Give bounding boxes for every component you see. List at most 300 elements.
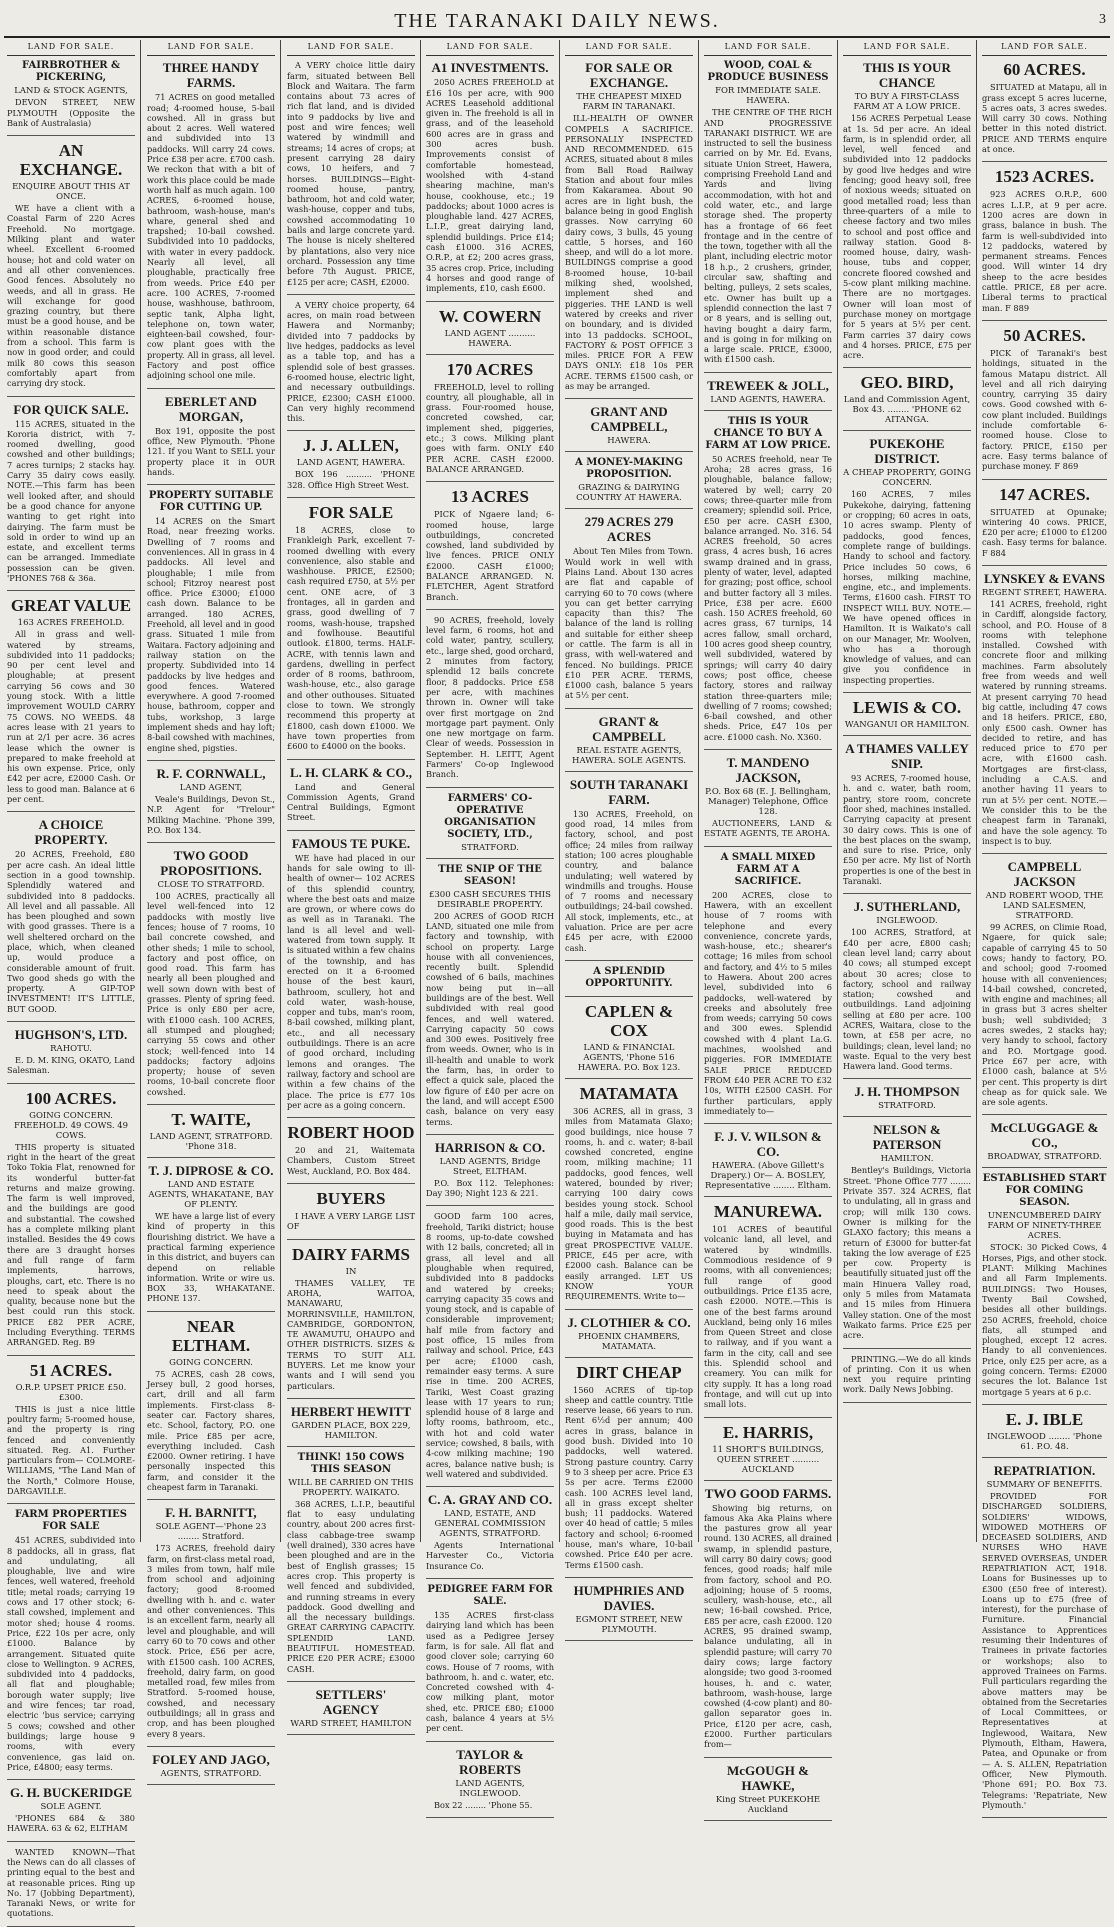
advertisement (982, 859, 1107, 1115)
column-header: LAND FOR SALE. (982, 40, 1107, 56)
ad-subtitle: LAND & FINANCIAL AGENTS, 'Phone 516 HAWERA. P.O. Box 123. (577, 1042, 681, 1073)
ad-title: THREE HANDY FARMS. (162, 60, 260, 91)
ad-title: PROPERTY SUITABLE FOR CUTTING UP. (148, 490, 274, 514)
ad-title: CAPLEN & COX (584, 1001, 674, 1040)
ad-body: 90 ACRES, freehold, lovely level farm, 6 rooms, hot and cold water, pantry, scullery, etc., large shed, good orchard, 2 minutes from factory, splendid 12 bails concrete floor, 8 paddocks. Price £58 per acre, with machines thrown in. Owner will take over first mortgage on 2nd mortgage part payment. Only one new mortgage on farm. Clear of weeds. Possession in September. H. LEITT, Agent Farmers' Co-op Inglewood Branch. (426, 614, 554, 780)
advertisement (704, 755, 832, 847)
advertisement (982, 571, 1107, 854)
ad-body: BOX 196 .......... 'PHONE 328. Office High Street West. (287, 469, 415, 490)
advertisement (147, 490, 275, 761)
ad-title: A THAMES VALLEY SNIP. (845, 741, 969, 772)
ad-title: TREWEEK & JOLL, (707, 377, 829, 393)
advertisement (982, 1410, 1107, 1458)
ad-title: W. COWERN (438, 306, 542, 326)
column-7 (838, 40, 977, 1542)
ad-subtitle: SOLE AGENT. (40, 1802, 102, 1813)
column-header: LAND FOR SALE. (426, 40, 554, 56)
ad-title: GREAT VALUE (10, 596, 132, 616)
ad-body: 200 ACRES, close to Hawera, with an excellent house of 7 rooms with telephone and every convenience, concrete yards, wash-house, etc.; shearer's cottage; 16 miles from school and factory, and 4½ to 5 miles to Hawera. About 200 acres level, subdivided into 6 paddocks, well-watered by creeks and absolutely free from weeds; carrying 50 cows and 300 ewes. Splendid cowshed with 4 plant La.G. machines, woolshed and piggeries. FOR IMMEDIATE SALE PRICE REDUCED FROM £40 PER ACRE TO £32 10s, WITH £2500 CASH. For further particulars, apply immediately to— (704, 889, 832, 1116)
ad-body: 368 ACRES, L.I.P., beautiful flat to easy undulating country, about 200 acres first-class cabbage-tree swamp (well drained), 330 acres have been ploughed and are in the best of English grasses; 15 acres crop. This property is well fenced and subdivided, and running streams in every paddock. Good dwelling and all the necessary buildings. GREAT CARRYING CAPACITY. SPLENDID LAND. BEAUTIFUL HOMESTEAD. PRICE £20 PER ACRE; £3000 CASH. (287, 1498, 415, 1674)
ad-body: 100 ACRES, Stratford, at £40 per acre, £800 cash; clean level land; carry about 40 cows; all stumped except about 30 acres; close to factory, school and railway station; cowshed and outbuildings. Land adjoining selling at £80 per acre. 100 ACRES, Waitara, close to the town, at £58 per acre, no buildings; clean, level land; no waste. Equal to the very best Hawera land. Good terms. (843, 927, 971, 1072)
ad-body: WE have a client with a Coastal Farm of 220 Acres Freehold. No mortgage. Milking plant and water wheel. Excellent 6-roomed house; hot and cold water on and all other conveniences. Good fences. Absolutely no weeds, and all in grass. He will exchange for good grazing country, but there must be a good house, and be within reasonable distance from a school. This farm is now in good order, and could milk 80 cows this season comfortably apart from carrying dry stock. (7, 203, 135, 389)
advertisement (426, 1492, 554, 1579)
ad-title: FOR SALE OR EXCHANGE. (585, 60, 673, 91)
ad-body: 173 ACRES, freehold dairy farm, on first-class metal road, 3 miles from town, half mile from school and adjoining factory; good 8-roomed dwelling with h. and c. water and other conveniences. This is an excellent farm, nearly all level and ploughable, and will carry 60 to 70 cows and other stock. Price, £56 per acre, with £1500 cash. 100 ACRES, freehold, dairy farm, on good metalled road, few miles from Stratford. 5-roomed house, cowshed, and necessary outbuildings; all in grass and crop, and has been ploughed every 8 years. (147, 1543, 275, 1739)
ad-title: THINK! 150 COWS THIS SEASON (297, 1451, 405, 1475)
ad-body: WANTED KNOWN—That the News can do all classes of printing equal to the best and at reasonable prices. Ring up No. 17 (Jobbing Department), Taranaki News, or write for quotations. (7, 1846, 135, 1919)
advertisement (7, 60, 135, 136)
advertisement (287, 1189, 415, 1240)
ad-body: PICK of Taranaki's best holdings, situated in the famous Matapu district. All level and all rich dairying country, carrying 35 dairy cows. Good cowshed with 6-cow plant included. Buildings include comfortable 6-roomed house. Close to factory. PRICE, £150 per acre. Easy terms balance of purchase money. F 869 (982, 347, 1107, 472)
ad-title: F. H. BARNITT, (165, 1505, 257, 1521)
column-3 (282, 40, 421, 1729)
advertisement (704, 1129, 832, 1197)
ad-subtitle: FOR IMMEDIATE SALE. HAWERA. (715, 86, 821, 107)
ad-body: 451 ACRES, subdivided into 8 paddocks, all in grass, flat and undulating, all ploughable, live and wire fences, well watered, freehold title; metal roads; carrying 19 cows and 17 other stock; 6-stall cowshed, implement and motor shed; house 4 rooms. Price, £22 10s per acre, only £1000. Balance by arrangement. Situated quite close to Wellington. 9 ACRES, subdivided into 4 paddocks, all flat and ploughable; borough water supply; live and wire fences; tar road, electric 'bus service; carrying 5 cows; cowshed and other buildings; large house 9 rooms, with every convenience, gas laid on. Price, £4800; easy terms. (7, 1535, 135, 1772)
ad-title: LEWIS & CO. (852, 698, 962, 718)
ad-body: 'PHONES 684 & 380 HAWERA. 63 & 62, ELTHAM (7, 1813, 135, 1834)
advertisement (565, 1583, 693, 1641)
ad-subtitle: A CHEAP PROPERTY, GOING CONCERN. (843, 468, 971, 489)
ad-title: TWO GOOD PROPOSITIONS. (160, 848, 262, 879)
ad-title: HARRISON & CO. (434, 1139, 546, 1155)
ad-title: EBERLET AND MORGAN, (165, 393, 257, 424)
ad-body: AUCTIONEERS, LAND & ESTATE AGENTS, TE AROHA. (704, 818, 832, 839)
ad-title: A SMALL MIXED FARM AT A SACRIFICE. (720, 851, 816, 887)
ad-subtitle: RAHOTU. (50, 1044, 92, 1055)
ad-subtitle: LAND & STOCK AGENTS, (14, 86, 128, 97)
ad-title: THIS IS YOUR CHANCE TO BUY A FARM AT LOW PRICE. (705, 415, 831, 451)
advertisement (565, 457, 693, 509)
ad-title: BUYERS (316, 1189, 386, 1209)
ad-subtitle: INGLEWOOD. (876, 916, 938, 927)
advertisement (565, 1002, 693, 1079)
advertisement (7, 817, 135, 1022)
ad-subtitle: HAMILTON. (880, 1154, 934, 1165)
ad-title: REPATRIATION. (993, 1462, 1096, 1478)
advertisement (565, 514, 693, 708)
advertisement (426, 864, 554, 1135)
advertisement (565, 714, 693, 772)
ad-subtitle: Land and Commission Agent, Box 43. ........ 'PHONE 62 AITANGA. (843, 395, 971, 426)
advertisement (982, 167, 1107, 321)
ad-body: 14 ACRES on the Smart Road, near freezing works. Dwelling of 7 rooms and conveniences. All in grass in 4 paddocks. All level and ploughable; 1 mile from school; Fitzroy nearest post office. Price £3000; £1000 cash down. Balance to be arranged. 180 ACRES, Freehold, all level and in good grass. Situated 1 mile from Waitara. Factory adjoining and railway station on the property. Subdivided into 14 paddocks by live hedges and good fences. Watered everywhere. A good 7-roomed house, bathroom, copper and tubs, workshop, 3 large implement sheds and hay loft; 8-bail cowshed with machines, engine shed, pigsties. (147, 516, 275, 753)
ad-body: SITUATED at Opunake; wintering 40 cows. PRICE, £20 per acre; £1000 to £1200 cash. Easy terms for balance. F 884 (982, 506, 1107, 558)
ad-body: 306 ACRES, all in grass, 3 miles from Matamata Glaxo; good buildings, nice house 7 rooms, h. and c. water; 8-bail cowshed concreted, engine room, milking machine; 11 paddocks, good fences, well watered, bounded by river; carrying 100 dairy cows besides young stock. School half a mile, daily mail service, good roads. This is the best buying in Matamata and has great PROSPECTIVE VALUE. PRICE, £45 per acre, with £2000 cash. Balance can be easily arranged. LET US KNOW YOUR REQUIREMENTS. Write to— (565, 1105, 693, 1302)
ad-body: 71 ACRES on good metalled road; 4-roomed house, 5-bail cowshed. All in grass but about 2 acres. Well watered and subdivided into 13 paddocks. Will carry 24 cows. Price £38 per acre. £700 cash. We reckon that with a bit of work this place could be made worth half as much again. 100 ACRES, 6-roomed house, bathroom, wash-house, man's whare, general shed and trapshed; 10-bail cowshed. Subdivided into 10 paddocks, with water in every paddock. Nearly all level, all ploughable, practically free from weeds. Price £40 per acre. 100 ACRES, 7-roomed house, washhouse, bathroom, septic tank, Alpha light, telephone on, town water, eighteen-bail cowshed, four-cow plant goes with the property. All in grass, all level. Factory and post office adjoining school one mile. (147, 92, 275, 381)
ad-title: J. H. THOMPSON (854, 1084, 960, 1100)
ad-title: SETTLERS' AGENCY (315, 1686, 387, 1717)
ad-title: R. F. CORNWALL, (156, 765, 266, 781)
ad-subtitle: LAND AGENT, (179, 782, 243, 793)
ad-subtitle: AGENTS, STRATFORD. (160, 1768, 262, 1779)
ad-body: PRINTING.—We do all kinds of printing. Con it us when next you require printing work. Daily News Jobbing. (843, 1353, 971, 1395)
advertisement (843, 741, 971, 894)
advertisement (704, 416, 832, 750)
advertisement (704, 1202, 832, 1417)
ad-body: THIS is just a nice little poultry farm; 5-roomed house, and the property is ring fenced and conveniently situated. Reg. A1. Further particulars from— COLMORE-WILLIAMS, "The Land Man of the North," Colmore House, DARGAVILLE. (7, 1403, 135, 1496)
ad-subtitle: STRATFORD. (461, 842, 519, 853)
advertisement (287, 836, 415, 1118)
ad-title: A SPLENDID OPPORTUNITY. (585, 965, 673, 989)
ad-title: 279 ACRES 279 ACRES (584, 514, 674, 545)
advertisement (982, 326, 1107, 480)
ad-body: 50 ACRES freehold, near Te Aroha; 28 acres grass, 16 ploughable, balance fallow; watered by well; carry 20 cows; three-quarter mile from creamery; splendid soil. Price, £50 per acre. CASH £300, balance arranged. No. 316. 54 ACRES freehold, 50 acres grass, 4 acres bush, 16 acres swamp drained and in grass, plenty of water, level, adapted for grazing; post office, school and butter factory all 3 miles. Price, £38 per acre. £600 cash. 150 ACRES freehold, 60 acres grass, 67 turnips, 14 acres fallow, small orchard, 100 acres good sheep country, well subdivided, watered by springs; will carry 40 dairy cows; post office, cheese factory, stores and railway station three-quarters mile; dwelling of 7 rooms; cowshed; 6-bail cowshed, and other sheds. Price, £47 10s per acre. £1000 cash. No. X360. (704, 453, 832, 742)
advertisement (982, 1173, 1107, 1404)
advertisement (982, 60, 1107, 162)
ad-body: 115 ACRES, situated in the Kororia district, with 7-roomed dwelling, good cowshed and other buildings; 7 acres turnips; 2 stacks hay. Carry 35 dairy cows easily. NOTE.—This farm has been well looked after, and should be a good chance for anyone wanting to get right into dairying. The farm must be sold in order to wind up an estate, and excellent terms can be arranged. Immediate possession can be given. 'PHONES 768 & 36a. (7, 418, 135, 583)
advertisement (426, 1211, 554, 1487)
ad-subtitle: EGMONT STREET, NEW PLYMOUTH. (575, 1614, 683, 1635)
ad-subtitle: LAND AGENT, HAWERA. (296, 458, 406, 469)
ad-subtitle: GARDEN PLACE, BOX 229, HAMILTON. (291, 1420, 411, 1441)
ad-title: AN EXCHANGE. (19, 141, 123, 180)
ad-title: PEDIGREE FARM FOR SALE. (427, 1584, 553, 1608)
ad-body: All in grass and well-watered by streams, subdivided into 11 paddocks; 90 per cent level and ploughable; at present carrying 56 cows and 30 young stock. With a little improvement WOULD CARRY 75 COWS. NO WEEDS. 48 acres lease with 21 years to run at 2/1 per acre. 36 acres lease which the owner is prepared to make freehold at his own expense. Price, only £42 per acre, £2000 Cash. Or less to good man. Balance at 6 per cent. (7, 629, 135, 805)
ad-subtitle: 11 SHORT'S BUILDINGS, QUEEN STREET .......... AUCKLAND (712, 1444, 824, 1475)
ad-title: McGOUGH & HAWKE, (727, 1762, 809, 1793)
advertisement (287, 300, 415, 432)
advertisement (7, 1847, 135, 1927)
advertisement (147, 1110, 275, 1158)
ad-subtitle: LAND AND ESTATE AGENTS, WHAKATANE, BAY OF PLENTY. (148, 1180, 274, 1211)
column-header: LAND FOR SALE. (287, 40, 415, 56)
advertisement (426, 615, 554, 788)
ad-title: NEAR ELTHAM. (171, 1316, 251, 1355)
ad-subtitle: King Street PUKEKOHE Auckland (715, 1794, 821, 1815)
ad-title: A MONEY-MAKING PROPOSITION. (575, 457, 683, 481)
ad-body: 99 ACRES, on Climie Road, Ngaere, for quick sale; capable of carrying 45 to 50 cows; handy to factory, P.O. and school; good 7-roomed house with all conveniences; 14-bail cowshed, concreted, with engine and machines; all in grass but 3 acres shelter bush; well subdivided; 3 acres swedes, 2 stacks hay; very handy to school, factory and P.O. Mortgage good. Price £67 per acre, with £1000 cash, balance at 5½ per cent. This property is dirt cheap as for quick sale. We are sole agents. (982, 922, 1107, 1108)
ad-body: WE have had placed in our hands for sale owing to ill-health of owner— 102 ACRES of this splendid country, where the best oats and maize are grown, or where cows do as well as in Taranaki. The land is all level and well-watered from town supply. It is situated within a few chains of the township, and has erected on it a 6-roomed house of the best kauri, bathroom, scullery, hot and cold water, wash-house, copper and tubs, man's room, 8-bail cowshed, milking plant, etc., and all necessary outbuildings. There is an acre of good orchard, including lemons and oranges. The railway, factory and school are within a few chains of the place. The price is £77 10s per acre as a going concern. (287, 852, 415, 1110)
ad-title: G. H. BUCKERIDGE (9, 1785, 133, 1801)
ad-title: GEO. BIRD, (860, 373, 954, 393)
ad-body: 93 ACRES, 7-roomed house, h. and c. water, bath room, pantry, store room, concrete floor shed, machines installed. Carrying capacity at present 30 dairy cows. This is one of the best places on the swamp, and sure to rise. Price, only £50 per acre. My list of North properties is one of the best in Taranaki. (843, 773, 971, 887)
advertisement (147, 766, 275, 843)
ad-body: 130 ACRES, Freehold, on good road, 14 miles from factory, school, and post office; 24 miles from railway station; 100 acres ploughable country, and balance undulating; well watered by windmills and troughs. House of 7 rooms and necessary outbuildings; 24-bail cowshed. All stock, implements, etc., at valuation. Price are per acre £45 per acre, with £2000 cash. (565, 808, 693, 953)
advertisement (147, 1752, 275, 1785)
advertisement (982, 485, 1107, 566)
ad-subtitle: UNENCUMBERED DAIRY FARM OF NINETY-THREE ACRES. (987, 1211, 1102, 1242)
ad-subtitle: BROADWAY, STRATFORD. (987, 1152, 1102, 1163)
ad-title: FOR SALE (308, 502, 394, 522)
ad-body: Agents International Harvester Co., Victoria Insurance Co. (426, 1540, 554, 1571)
ad-body: A VERY choice little dairy farm, situated between Bell Block and Waitara. The farm contains about 73 acres of rich flat land, and is divided into 9 paddocks by live and post and wire fences; well watered by windmill and streams; 14 acres of crops; at present carrying 28 dairy cows, 10 heifers, and 7 horses. BUILDINGS—Eight-roomed house, pantry, bathroom, hot and cold water, wash-house, copper and tubs, cowshed accommodating 10 bails and large concrete yard. The house is nicely sheltered by plantations, also very nice orchard. Possession any time before 7th August. PRICE, £125 per acre; CASH, £2000. (287, 60, 415, 287)
column-header: LAND FOR SALE. (147, 40, 275, 56)
advertisement (287, 1452, 415, 1682)
advertisement (704, 378, 832, 411)
column-1 (2, 40, 141, 1919)
ad-subtitle: PHOENIX CHAMBERS, MATAMATA. (578, 1331, 680, 1352)
advertisement (704, 60, 832, 372)
advertisement (7, 141, 135, 396)
ad-title: MATAMATA (579, 1083, 679, 1103)
ad-title: 170 ACRES (446, 359, 534, 379)
ad-subtitle: REGENT STREET, HAWERA. (982, 587, 1107, 598)
ad-title: 51 ACRES. (29, 1360, 113, 1380)
ad-title: FOR QUICK SALE. (13, 401, 129, 417)
advertisement (426, 1584, 554, 1742)
ad-title: A1 INVESTMENTS. (431, 60, 549, 76)
advertisement (147, 394, 275, 485)
ad-body: 100 ACRES, practically all level well-fenced into 12 paddocks with mostly live fences; house of 7 rooms, 10 bail concrete cowshed, and other sheds; 1 mile to school, factory and post office, on good road. This farm has nearly all been ploughed and well sown down with best of grasses. Plenty of spring feed. Price is only £80 per acre, with £1000 cash. 100 ACRES, all stumped and ploughed; carrying 55 cows and other stock; well-fenced into 14 paddocks; factory adjoins property; house of seven rooms, 10-bail concrete floor cowshed. (147, 891, 275, 1097)
advertisement (843, 899, 971, 1079)
ad-subtitle: WANGANUI OR HAMILTON. (844, 720, 970, 731)
advertisement (426, 1747, 554, 1818)
ad-body: PROVIDED FOR DISCHARGED SOLDIERS, SOLDIERS' WIDOWS, WIDOWED MOTHERS OF DECEASED SOLDIERS, AND NURSES WHO HAVE SERVED OVERSEAS, UNDER REPATRIATION ACT, 1918. Loans for Businesses up to £300 (£50 free of interest). Loans up to £75 (free of interest), for the purchase of Furniture. Financial Assistance to Apprentices resuming their Indentures of Trainees in private factories or workshops; also to approved Trainees on Farms. Full particulars regarding the above matters may be obtained from the Secretaries of Local Committees, or Representatives at Inglewood, Waitara, New Plymouth, Eltham, Hawera, Patea, and Opunake or from— A. S. ALLEN, Repatriation Officer, New Plymouth. 'Phone 691; P.O. Box 73. Telegrams: 'Repatriate, New Plymouth.' (982, 1490, 1107, 1810)
ad-title: J. CLOTHIER & CO. (567, 1314, 691, 1330)
ad-subtitle: WARD STREET, HAMILTON (290, 1718, 412, 1729)
ad-body: E. D. M. KING, OKATO, Land Salesman. (7, 1055, 135, 1076)
ad-body: 923 ACRES O.R.P., 600 acres L.I.P., at 9 per acre. 1200 acres are down in grass, balance in bush. The farm is well-subdivided into 12 paddocks, watered by permanent streams. Fences good. Will winter 14 dry sheep to the acre besides cattle. PRICE, £8 per acre. Liberal terms to practical man. F 889 (982, 189, 1107, 313)
ad-title: THIS IS YOUR CHANCE (863, 60, 951, 91)
ad-subtitle: GOING CONCERN. FREEHOLD. 49 COWS. 49 COWS. (13, 1110, 129, 1141)
ad-subtitle: O.R.P. UPSET PRICE £50. £300. (15, 1382, 127, 1403)
advertisement (565, 777, 693, 961)
ad-title: 13 ACRES (451, 487, 529, 507)
ad-title: MANUREWA. (713, 1202, 823, 1222)
ad-body: ILL-HEALTH OF OWNER COMPELS A SACRIFICE. PERSONALLY INSPECTED AND RECOMMENDED. 615 ACRES, situated about 8 miles from Ball Road Railway Station and about four miles from Kakaramea. About 90 acres are in light bush, the balance being in good English grasses. Now carrying 60 dairy cows, 3 bulls, 45 young cattle, 5 horses, and 160 sheep, and will do a lot more. BUILDINGS comprise a good 8-roomed house, 10-bail milking shed, woolshed, implement shed and piggeries. THE LAND is well watered by creeks and river on boundary, and is divided into 13 paddocks. SCHOOL, FACTORY & POST OFFICE 3 miles. PRICE FOR A FEW DAYS ONLY: £18 10s PER ACRE. TERMS £1500 cash, or as may be arranged. (565, 113, 693, 392)
ad-subtitle: P.O. Box 68 (E. J. Bellingham, Manager) Telephone, Office 128. (705, 787, 831, 818)
advertisement (7, 1361, 135, 1505)
ad-title: ROBERT HOOD (287, 1123, 415, 1143)
ad-subtitle: SUMMARY OF BENEFITS. (986, 1479, 1103, 1490)
ad-title: 50 ACRES. (1003, 325, 1086, 345)
ad-body: STOCK: 30 Picked Cows, 4 Horses, Pigs, and other stock. PLANT: Milking Machines and all Farm Implements. BUILDINGS: Two Houses, Twenty Bail Cowshed, besides all other buildings. 250 ACRES, freehold, choice flats, all stumped and ploughed, except 12 acres. Handy to all conveniences. Price, only £25 per acre, as a going concern. Terms: £2000 secures the lot. Balance 1st mortgage 5 years at 6 p.c. (982, 1242, 1107, 1397)
ad-subtitle: AND ROBERT WOOD, THE LAND SALESMEN, STRATFORD. (985, 891, 1104, 922)
advertisement (565, 1315, 693, 1358)
ad-title: THE SNIP OF THE SEASON! (438, 863, 542, 887)
advertisement (426, 793, 554, 859)
column-header: LAND FOR SALE. (843, 40, 971, 56)
ad-body: GOOD farm 100 acres, freehold, Tariki district; house 8 rooms, up-to-date cowshed with 12 bails, concreted; all in grass, all level and all ploughable when required, subdivided into 8 paddocks and watered by creeks; carrying capacity 35 cows and young stock, and is capable of considerable improvement; half mile from factory and post office, 15 miles from railway and school. Price, £43 per acre; £1000 cash, remainder easy terms. A sure rise in time. 200 ACRES, Tariki, West Coast grazing lease with 17 years to run; splendid house of 8 large and lofty rooms, bathroom, etc., with hot and cold water service; cowshed, 8 bails, with 4-cow milking machine; 190 acres, balance native bush; is well watered and subdivided. (426, 1211, 554, 1479)
column-4 (421, 40, 560, 1810)
ad-subtitle: LAND AGENT, STRATFORD. 'Phone 318. (149, 1132, 273, 1153)
ad-body: About Ten Miles from Town. Would work in well with Plains Land. About 130 acres are flat and capable of carrying 60 to 70 cows (where you can get better carrying capacity than this? The balance of the land is rolling and suitable for either sheep or cattle. The farm is all in grass, with well-watered and fenced. No buildings. PRICE £10 PER ACRE. TERMS, £1000 cash, balance 5 years at 5½ per cent. (565, 546, 693, 701)
ad-body: A VERY choice property, 64 acres, on main road between Hawera and Normanby; divided into 7 paddocks by live hedges, paddocks as level as a table top, and has a splendid sole of best grasses. 6-roomed house, electric light, and necessary outbuildings. PRICE, £2300; CASH £1000. Can very highly recommend this. (287, 299, 415, 424)
advertisement (287, 503, 415, 760)
ad-title: T. J. DIPROSE & CO. (148, 1163, 274, 1179)
advertisement (287, 1687, 415, 1735)
advertisement (147, 1163, 275, 1312)
ad-body: 200 ACRES of GOOD RICH LAND, situated one mile from factory and township, with school on property. Large house with all conveniences, recently built. Splendid cowshed of 6 bails, machines now being put in—all buildings are of the best. Well subdivided with real good fences, and well watered. Carrying capacity 50 cows and 300 ewes. Positively free from weeds. Owner, who is in ill-health and unable to work the farm, has, in order to effect a quick sale, placed the low figure of £40 per acre on the land, and will accept £500 cash, balance on very easy terms. (426, 910, 554, 1127)
ad-subtitle: TO BUY A FIRST-CLASS FARM AT A LOW PRICE. (853, 92, 961, 113)
masthead-rule (4, 36, 1110, 38)
advertisement (843, 436, 971, 693)
advertisement (843, 1084, 971, 1117)
ad-title: E. J. IBLE (1005, 1409, 1084, 1429)
ad-body: 20 and 21, Waitemata Chambers, Custom Street West, Auckland, P.O. Box 484. (287, 1145, 415, 1176)
ad-title: ESTABLISHED START FOR COMING SEASON. (982, 1173, 1107, 1209)
advertisement (7, 1509, 135, 1780)
ad-subtitle: INGLEWOOD ........ 'Phone 61. P.O. 48. (986, 1431, 1103, 1452)
advertisement (982, 1463, 1107, 1818)
ad-title: E. HARRIS, (722, 1422, 814, 1442)
column-header: LAND FOR SALE. (7, 40, 135, 56)
column-header: LAND FOR SALE. (704, 40, 832, 56)
advertisement (843, 60, 971, 368)
ad-title: 147 ACRES. (999, 484, 1090, 504)
ad-subtitle: WILL BE CARRIED ON THIS PROPERTY. WAIKATO. (288, 1477, 414, 1498)
ad-subtitle: ENQUIRE ABOUT THIS AT ONCE. (12, 182, 130, 203)
ad-title: HUMPHRIES AND DAVIES. (573, 1582, 685, 1613)
advertisement (287, 1123, 415, 1184)
advertisement (704, 1763, 832, 1821)
ad-body: 141 ACRES, freehold, right in Cardiff, alongside factory, school, and P.O. House of 8 rooms with telephone installed. Cowshed with concrete floor and milking machines. Farm absolutely free from weeds and well watered by running streams. At present carrying 70 head big cattle, including 47 cows and 18 heifers. PRICE, £80, only £500 cash. Owner has decided to retire, and has reduced price to £70 per acre, with £1600 cash. Mortgages are first-class, including a C.A.S. and another having 11 years to run at 5½ per cent. NOTE.—We consider this to be the cheapest farm in Taranaki, and have the sole agency. To inspect is to buy. (982, 598, 1107, 846)
ad-subtitle: LAND AGENTS, INGLEWOOD. (455, 1778, 525, 1799)
advertisement (7, 402, 135, 592)
ad-subtitle: LAND AGENTS, HAWERA. (710, 394, 826, 405)
ad-body: Bentley's Buildings, Victoria Street. 'Phone Office 777 ........ Private 357. 324 ACRES, flat to undulating, all in grass and crop; will milk 130 cows. Owner is milking for the GLAXO factory; this means a return of £3000 for butter-fat taking the low average of £25 per cow. Property is beautifully situated just off the main Hinuera Valley road, only 5 miles from Matamata and 15 miles from Hinuera Valley station. One of the most Waikato farms. Price £25 per acre. (843, 1165, 971, 1341)
ad-subtitle: LAND AGENT .......... HAWERA. (444, 328, 536, 349)
advertisement (7, 596, 135, 812)
advertisement (843, 698, 971, 736)
advertisement (565, 966, 693, 997)
ad-title: HERBERT HEWITT (290, 1403, 412, 1419)
ad-subtitle: CLOSE TO STRATFORD. (157, 880, 265, 891)
newspaper-title: THE TARANAKI DAILY NEWS. (394, 10, 720, 32)
advertisement (147, 1505, 275, 1747)
column-2 (142, 40, 281, 1779)
advertisement (7, 1089, 135, 1356)
ad-subtitle: REAL ESTATE AGENTS, HAWERA. SOLE AGENTS. (572, 745, 686, 766)
ad-subtitle: THE CHEAPEST MIXED FARM IN TARANAKI. (576, 92, 682, 113)
ad-subtitle: HAWERA. (Above Gillett's Drapery.) Or— A. BOSLEY, Representative ........ Eltham. (705, 1161, 831, 1192)
ad-title: C. A. GRAY AND CO. (427, 1492, 553, 1508)
ad-title: GRANT AND CAMPBELL, (590, 404, 668, 435)
ad-body: PICK of Ngaere land; 6-roomed house, large outbuildings, concreted cowshed, land subdivided by live fences. PRICE ONLY £2000. CASH £1000; BALANCE ARRANGED. N. FLETCHER, Agent Stratford Branch. (426, 509, 554, 602)
ad-body: 2050 ACRES FREEHOLD at £16 10s per acre, with 900 ACRES Leasehold additional given in. The freehold is all in grass, and of the leasehold 600 acres are in grass and 300 acres bush. Improvements consist of comfortable homestead, woolshed with 4-stand shearing machine, man's house, cookhouse, etc.; 19 paddocks; about 1000 acres is ploughable land. 427 ACRES, L.I.P., great dairying land, splendid buildings. Price £14; cash £1000. 316 ACRES, O.R.P., at £2; 200 acres grass, 35 acres crop. Price, including 4 horses and good range of implements, £10, cash £600. (426, 77, 554, 294)
ad-title: L. H. CLARK & CO., (289, 764, 413, 780)
advertisement (843, 373, 971, 431)
ad-body: 135 ACRES first-class dairying land which has been used as a Pedigree Jersey farm, is for sale. All flat and good clover sole; carrying 60 cows. House of 7 rooms, with bathroom, h. and c. water, etc. Concreted cowshed with 4-cow milking plant, motor shed, etc. PRICE £80; £1000 cash, balance 4 years at 5½ per cent. (426, 1610, 554, 1734)
advertisement (704, 852, 832, 1125)
ad-body: FREEHOLD, level to rolling country, all ploughable, all in grass. Four-roomed house, concreted cowshed, car, implement shed, piggeries, etc.; 3 cows. Milking plant goes with farm. ONLY £40 PER ACRE. CASH £2000. BALANCE ARRANGED. (426, 381, 554, 474)
ad-body: THIS property is situated right in the heart of the great Toko Tokia Flat, renowned for its wonderful butter-fat returns and maize growing. The farm is well improved, and the buildings are good and substantial. The cowshed has a complete milking plant installed. Besides the 49 cows there are 3 draught horses and full range of farm implements, harrows, ploughs, cart, etc. There is no need to speak about the quality, because none but the best could run this stock. PRICE £82 PER ACRE, Including Everything. TERMS ARRANGED. Reg. B9 (7, 1141, 135, 1348)
ad-subtitle: GOING CONCERN. (169, 1357, 253, 1368)
ad-title: FARM PROPERTIES FOR SALE (15, 1509, 127, 1533)
ad-subtitle: LAND AGENTS, Bridge Street, ELTHAM. (439, 1156, 541, 1177)
ad-body: Box 22 ........ 'Phone 55. (434, 1799, 533, 1810)
ad-subtitle: LAND, ESTATE, AND GENERAL COMMISSION AGENTS, STRATFORD. (434, 1509, 546, 1540)
advertisement (426, 487, 554, 610)
advertisement (565, 1084, 693, 1310)
advertisement (843, 1354, 971, 1403)
ad-subtitle: IN (345, 1266, 357, 1277)
advertisement (426, 1140, 554, 1207)
column-8 (977, 40, 1112, 1810)
ad-subtitle: 163 ACRES FREEHOLD. (17, 618, 125, 629)
ad-title: T. WAITE, (171, 1110, 251, 1130)
ad-title: 1523 ACRES. (994, 167, 1095, 187)
ad-body: WE have a large list of every kind of property in this flourishing district. We have a practical farming experience in this district, and buyers can depend on reliable information. Write or wire us. BOX 33, WHAKATANE. PHONE 137. (147, 1211, 275, 1304)
column-5 (560, 40, 699, 1635)
ad-title: 60 ACRES. (1003, 60, 1086, 80)
ad-body: THAMES VALLEY, TE AROHA, WAITOA, MANAWARU, MORRINSVILLE, HAMILTON, CAMBRIDGE, GORDONTON, TE AWAMUTU, OHAUPO and OTHER DISTRICTS. SIZES & TERMS TO SUIT ALL BUYERS. Let me know your wants and I will send you particulars. (287, 1277, 415, 1391)
advertisement (565, 1363, 693, 1578)
advertisement (565, 60, 693, 399)
ad-body: 18 ACRES, close to Frankleigh Park, excellent 7-roomed dwelling with every convenience, also stable and washhouse. PRICE, £2500; cash required £750, at 5½ per cent. ONE acre, of 3 frontages, all in garden and grass, good dwelling of 7 rooms, wash-house, trapshed and fowlhouse. Beautiful outlook. £1800, terms. HALF-ACRE, with tennis lawn and gardens, dwelling in perfect order of 8 rooms, bathroom, wash-house, etc., also garage and other outhouses. Situated close to town. We strongly recommend this property at £1800, cash down £1000. We have town properties from £600 to £4000 on the books. (287, 524, 415, 752)
ad-body: Showing big returns, on famous Aka Aka Plains where the pastures grow all year round. 130 ACRES, all drained swamp, in splendid pasture, will carry 80 dairy cows; good fences, good roads; half mile from factory, school and P.O. adjoining; house of 5 rooms, scullery, wash-house, etc., all new; 16-bail cowshed. Price, £85 per acre, cash £2000. 120 ACRES, 95 drained swamp, balance undulating, all in splendid pasture; will carry 70 dairy cows; large factory alongside; two good 3-roomed houses, h. and c. water, bathroom, wash-house, large cowshed (4-cow plant) and 80-gallon separator goes in. Price, £120 per acre, cash, £2000. Further particulars from— (704, 1502, 832, 1750)
ad-title: CAMPBELL JACKSON (1007, 859, 1082, 890)
ad-body: 101 ACRES of beautiful volcanic land, all level, and watered by windmills. Commodious residence of 9 rooms, with all conveniences; full range of good outbuildings. Price £135 acre, cash £2000. NOTE.—This is one of the best farms around Auckland, being only 16 miles from Queen Street and close to railway, and if you want a farm in the city, call and see this. Splendid school and creamery. You can milk for city supply. It has a long road frontage, and will cut up into small lots. (704, 1224, 832, 1410)
ad-title: WOOD, COAL & PRODUCE BUSINESS (707, 60, 829, 84)
ad-title: FAMOUS TE PUKE. (291, 835, 411, 851)
ad-subtitle: SOLE AGENT—'Phone 23 ........ Stratford. (155, 1522, 267, 1543)
ad-title: SOUTH TARANAKI FARM. (569, 776, 689, 807)
ad-body: Land and General Commission Agents, Grand Central Buildings, Egmont Street. (287, 781, 415, 823)
ad-body: Box 191, opposite the post office, New Plymouth. 'Phone 121. If you Want to SELL your property place it in OUR hands. (147, 425, 275, 477)
ad-title: McCLUGGAGE & CO., (990, 1120, 1099, 1151)
ad-subtitle: STRATFORD. (878, 1101, 936, 1112)
ad-title: PUKEKOHE DISTRICT. (869, 436, 945, 467)
advertisement (565, 404, 693, 452)
advertisement (7, 1027, 135, 1084)
advertisement (287, 765, 415, 831)
ad-title: 100 ACRES. (25, 1088, 117, 1108)
ad-title: TWO GOOD FARMS. (704, 1485, 832, 1501)
ad-body: 156 ACRES Perpetual Lease at 1s. 5d per acre. An ideal farm, is in splendid order, all level, well fenced and subdivided into 12 paddocks by good live hedges and wire fencing; good heavy soil, free of noxious weeds; situated on good metalled road; less than three-quarters of a mile to cheese factory and two miles to school and post office and railway station. Good 8-roomed house, dairy, wash-house, tubs and copper, concrete floored cowshed and 5-cow plant milking machine. There are no mortgages. Owner will loan most of purchase money on mortgage for 5 years at 5½ per cent. Farm carries 37 dairy cows and 4 horses. PRICE, £75 per acre. (843, 113, 971, 361)
ad-body: 160 ACRES, 7 miles Pukekohe, dairying, fattening or cropping; 60 acres in oats, 10 acres swamp. Plenty of paddocks, good fences, complete range of buildings. Handy to school and factory. Price includes 50 cows, 6 horses, milking machine, engine, etc., and implements. Terms, £1600 cash. FIRST TO INSPECT WILL BUY. NOTE.—We have opened offices in Hamilton. It is Waikato's call on our Manager, Mr. Woolven, who has a thorough knowledge of values, and can give you confidence in inspecting properties. (843, 489, 971, 685)
advertisement (704, 1423, 832, 1481)
ad-body: 75 ACRES, cash 28 cows, Jersey bull, 2 good horses, cart, drill and all farm implements. First-class 8-seater car. Factory shares, etc. School, factory, P.O. one mile. Price £85 per acre, everything included. Cash £2000. Owner retiring. I have personally inspected this farm, and consider it the cheapest farm in Taranaki. (147, 1368, 275, 1492)
ad-body: THE CENTRE OF THE RICH AND PROGRESSIVE TARANAKI DISTRICT. WE are instructed to sell the business carried on by Mr. Ed. Evans, situate Union Street, Hawera, comprising Freehold Land and Yards and living accommodation, with hot and cold water, etc., and large storage shed. The property has a frontage of 66 feet frontage and in the centre of the town, together with all the plant, including electric motor 18 h.p., 2 crushers, grinder, circular saw, shafting and belting, pulleys, 2 sets scales, etc. Owner has built up a splendid connection the last 7 or 8 years, and is selling out, having bought a dairy farm, and is going in for milking on a large scale. PRICE, £3000, with £1500 cash. (704, 107, 832, 365)
ad-body: 20 ACRES, Freehold, £80 per acre cash. An ideal little section in a good township. Splendidly watered and subdivided into 8 paddocks. All level and all passable. All has been ploughed and sown with good grasses. There is a well sheltered orchard on the place, which, when cleaned up, would produce a considerable amount of fruit. Two good sheds go with the property. A GIP-TOP INVESTMENT! IT'S LITTLE, BUT GOOD. (7, 849, 135, 1014)
ad-body: DEVON STREET, NEW PLYMOUTH (Opposite the Bank of Australasia) (7, 97, 135, 128)
ad-title: DIRT CHEAP (576, 1362, 682, 1382)
advertisement (147, 60, 275, 388)
column-header: LAND FOR SALE. (565, 40, 693, 56)
ad-title: J. J. ALLEN, (303, 436, 399, 456)
advertisement (426, 360, 554, 483)
ad-title: FARMERS' CO-OPERATIVE ORGANISATION SOCIETY, LTD., (444, 792, 536, 840)
column-6 (699, 40, 838, 1815)
advertisement (704, 1486, 832, 1758)
ad-title: J. SUTHERLAND, (853, 899, 961, 915)
ad-body: Veale's Buildings, Devon St., N.P. Agent for "Trelour" Milking Machine. 'Phone 399, P.O. Box 134. (147, 793, 275, 835)
ad-title: DAIRY FARMS (292, 1244, 410, 1264)
advertisement (426, 307, 554, 355)
ad-title: FOLEY AND JAGO, (152, 1751, 270, 1767)
ad-title: HUGHSON'S, LTD. (14, 1027, 128, 1043)
advertisement (426, 60, 554, 301)
advertisement (287, 436, 415, 498)
advertisement (7, 1785, 135, 1842)
ad-body: SITUATED at Matapu, all in grass except 5 acres lucerne, 5 acres oats, 3 acres swedes. Will carry 30 cows. Nothing better in this noted district. PRICE AND TERMS enquire at once. (982, 82, 1107, 155)
ad-body: I HAVE A VERY LARGE LIST OF (287, 1211, 415, 1232)
ad-title: FAIRBROTHER & PICKERING, (21, 60, 121, 84)
ad-body: 1560 ACRES of tip-top sheep and cattle country. Title reserve lease, 66 years to run. Rent 6½d per annum; 400 acres in grass, balance in good bush. Divided into 10 paddocks, well watered. Strong pasture country. Carry 9 to 3 sheep per acre. Price £3 5s per acre. Terms £2000 cash. 100 ACRES level land, all in grass except shelter bush; 11 paddocks. Watered over 40 head of cattle; 5 miles factory and school; 6-roomed house, man's whare, 10-bail cowshed. Price £40 per acre. Terms £1500 cash. (565, 1384, 693, 1570)
ad-title: F. J. V. WILSON & CO. (714, 1129, 822, 1160)
advertisement (982, 1120, 1107, 1168)
ad-body: P.O. Box 112. Telephones: Day 390; Night 123 & 221. (426, 1177, 554, 1199)
advertisement (843, 1122, 971, 1348)
advertisement (287, 1245, 415, 1399)
advertisement (147, 848, 275, 1105)
ad-subtitle: HAWERA. (607, 436, 651, 447)
ad-title: A CHOICE PROPERTY. (34, 817, 108, 848)
page-number: 3 (1099, 12, 1106, 27)
advertisement (287, 1404, 415, 1447)
ad-subtitle: GRAZING & DAIRYING COUNTRY AT HAWERA. (576, 483, 682, 504)
ad-title: T. MANDENO JACKSON, (726, 755, 810, 786)
advertisement (287, 60, 415, 295)
masthead (0, 6, 1114, 36)
ad-title: TAYLOR & ROBERTS (456, 1746, 524, 1777)
ad-title: GRANT & CAMPBELL (592, 713, 666, 744)
advertisement (147, 1317, 275, 1501)
ad-title: LYNSKEY & EVANS (984, 570, 1105, 586)
ad-subtitle: £300 CASH SECURES THIS DESIRABLE PROPERTY. (428, 889, 551, 910)
